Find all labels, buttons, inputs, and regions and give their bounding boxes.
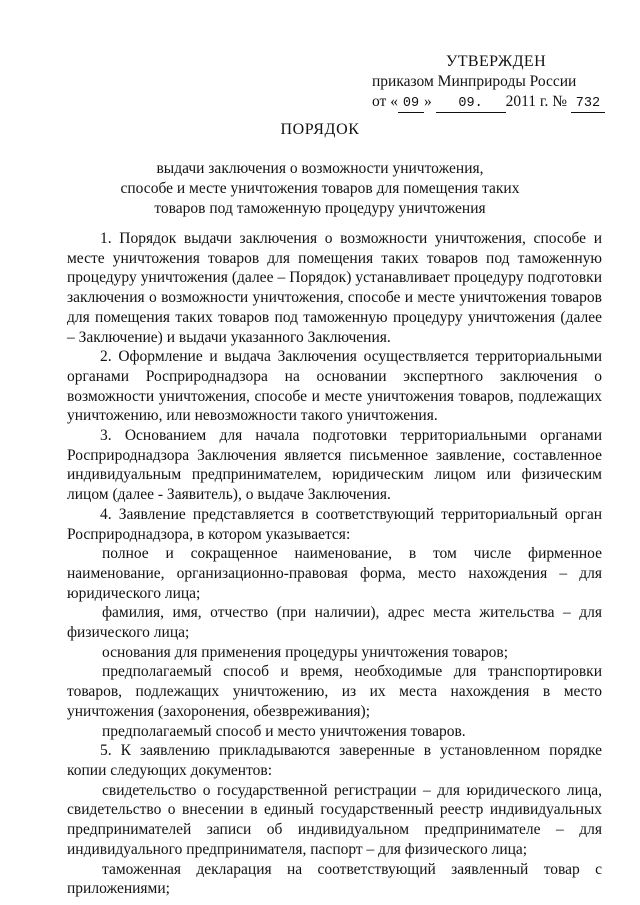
list-item-grounds: основания для применения процедуры уничтожения товаров; [102, 643, 508, 661]
list-item-customs-declaration: таможенная декларация на соответствующий заявленный товар с приложениями; [67, 860, 602, 898]
list-item-personal-name: фамилия, имя, отчество (при наличии), адрес места жительства – для физического лица; [67, 604, 602, 642]
date-prefix: от « [372, 93, 398, 110]
paragraph-4: 4. Заявление представляется в соответствующий территориальный орган Росприроднадзора, в котором указывается: [67, 505, 602, 543]
paragraph-1: 1. Порядок выдачи заключения о возможности уничтожения, способе и месте уничтожения товаров для помещения таких товаров под таможенную процедуру уничтожения (далее – Порядок) устанавливает процедуру подготовки заключения о возможности уничтожения, способе и месте уничтожения товаров для помещения таких товаров под таможенную процедуру уничтожения (далее – Заключение) и выдачи указанного Заключения. [67, 230, 602, 346]
paragraph-2: 2. Оформление и выдача Заключения осуществляется территориальными органами Росприроднадзора на основании экспертного заключения о возможности уничтожения, способе и месте уничтожения товаров, подлежащих уничтожению, или невозможности такого уничтожения. [67, 348, 602, 425]
approval-heading: УТВЕРЖДЕН [446, 53, 547, 70]
list-item-registration: свидетельство о государственной регистрации – для юридического лица, свидетельство о внесении в единый государственный реестр индивидуальных предпринимателей записи об индивидуальном предпринимателе – для индивидуального предпринимателя, паспорт – для физического лица; [67, 781, 602, 858]
subtitle-line-3: товаров под таможенную процедуру уничтожения [154, 200, 486, 217]
date-year: 2011 г. № [505, 93, 568, 110]
order-number: 732 [571, 95, 605, 113]
date-day: 09 [398, 95, 424, 113]
document-body [67, 229, 602, 899]
paragraph-3: 3. Основанием для начала подготовки территориальными органами Росприроднадзора Заключения является письменное заявление, составленное индивидуальным предпринимателем, юридическим лицом или физическим лицом (далее - Заявитель), о выдаче Заключения. [67, 427, 602, 504]
list-item-transport: предполагаемый способ и время, необходимые для транспортировки товаров, подлежащих уничтожению, из их места нахождения в место уничтожения (захоронения, обезвреживания); [67, 663, 602, 720]
document-title: ПОРЯДОК [280, 121, 360, 138]
approval-order-line: приказом Минприроды России [372, 73, 577, 90]
subtitle-line-2: способе и месте уничтожения товаров для помещения таких [120, 180, 520, 197]
list-item-full-name: полное и сокращенное наименование, в том числе фирменное наименование, организационно-правовая форма, место нахождения – для юридического лица; [67, 545, 602, 602]
subtitle-line-1: выдачи заключения о возможности уничтожения, [156, 160, 484, 177]
date-month: 09. [436, 95, 506, 113]
document-subtitle [0, 159, 640, 219]
approval-stamp [372, 52, 612, 113]
date-separator: » [423, 93, 432, 110]
paragraph-5: 5. К заявлению прикладываются заверенные в установленном порядке копии следующих документов: [67, 742, 602, 779]
approval-date-line [372, 92, 612, 113]
list-item-method-place: предполагаемый способ и место уничтожения товаров. [102, 722, 466, 740]
